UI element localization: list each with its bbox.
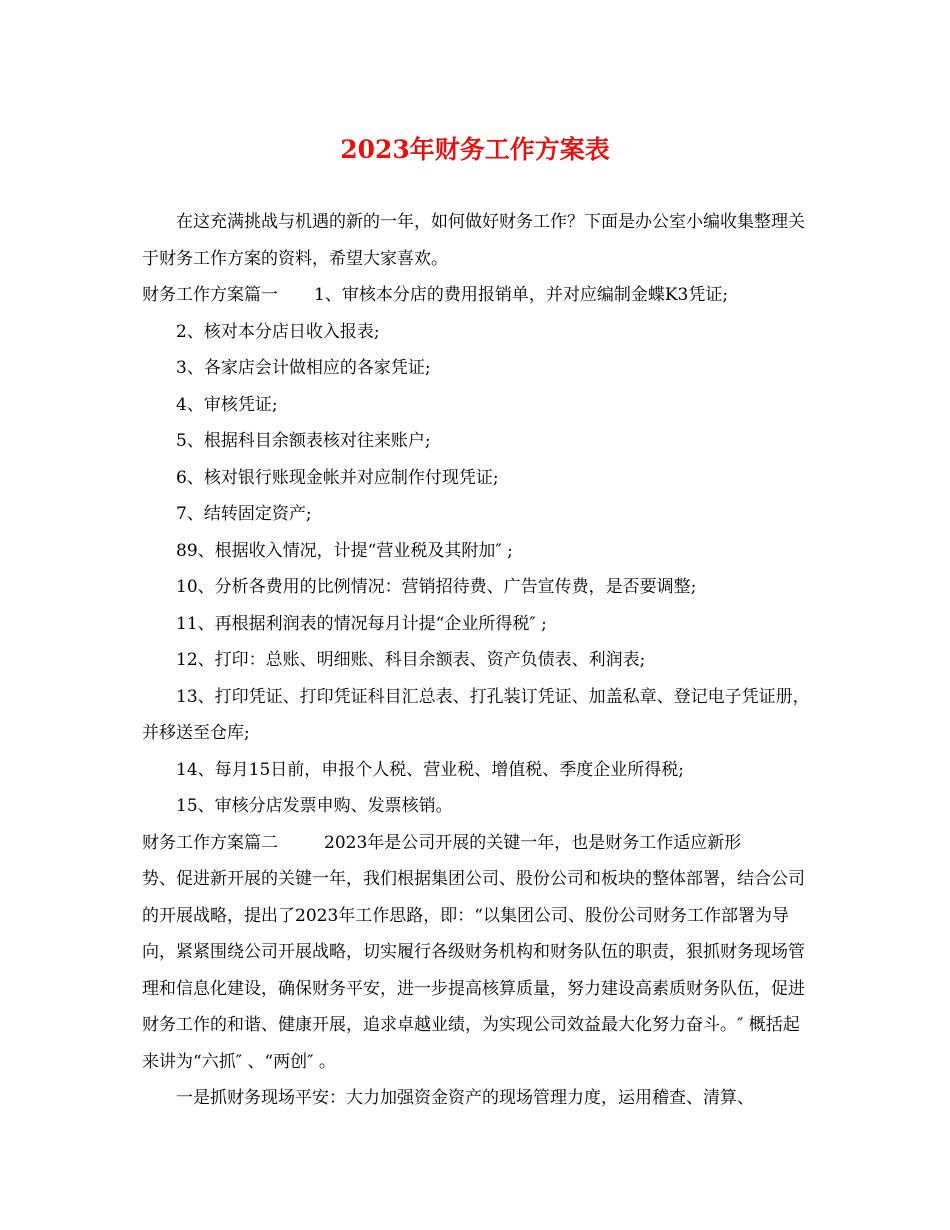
list-item: 7、结转固定资产; [176,504,312,524]
intro-paragraph: 在这充满挑战与机遇的新的一年，如何做好财务工作？下面是办公室小编收集整理关于财务工作方案的资料，希望大家喜欢。 [142,212,805,269]
list-item: 13、打印凭证、打印凭证科目汇总表、打孔装订凭证、加盖私章、登记电子凭证册，并移送至仓库; [142,686,810,743]
list-item: 6、核对银行账现金帐并对应制作付现凭证; [176,467,499,488]
list-item: 14、每月15日前，申报个人税、营业税、增值税、季度企业所得税; [176,759,684,780]
list-item: 3、各家店会计做相应的各家凭证; [176,358,431,378]
list-item: 2、核对本分店日收入报表; [176,321,380,342]
section2-heading-line [142,825,814,862]
list-item: 10、分析各费用的比例情况：营销招待费、广告宣传费，是否要调整; [176,577,697,597]
list-item: 89、根据收入情况，计提“营业税及其附加″ ; [176,540,513,561]
section2-paragraph: 一是抓财务现场平安：大力加强资金资产的现场管理力度，运用稽查、清算、 [176,1088,754,1108]
list-item: 15、审核分店发票申购、发票核销。 [176,796,453,816]
section1-heading-line [142,277,814,314]
list-item: 5、根据科目余额表核对往来账户; [176,431,431,451]
document-body [142,204,814,1117]
section2-continuation: 势、促进新开展的关键一年，我们根据集团公司、股份公司和板块的整体部署，结合公司的开展战略，提出了2023年工作思路，即：“以集团公司、股份公司财务工作部署为导向，紧紧围绕公司开展战略，切实履行各级财务机构和财务队伍的职责，狠抓财务现场管理和信息化建设，确保财务平安，进一步提高核算质量，努力建设高素质财务队伍，促进财务工作的和谐、健康开展，追求卓越业绩，为实现公司效益最大化努力奋斗。″ 概括起来讲为“六抓″ 、“两创″ 。 [142,869,805,1072]
section2-first-line: 2023年是公司开展的关键一年，也是财务工作适应新形 [324,832,742,853]
list-item: 4、审核凭证; [176,394,278,415]
page-title: 2023年财务工作方案表 [340,135,610,164]
section1-item-list [142,314,814,825]
section1-label: 财务工作方案篇一 [142,285,278,305]
section1-first-item: 1、审核本分店的费用报销单，并对应编制金蝶K3凭证; [314,285,729,305]
list-item: 11、再根据利润表的情况每月计提“企业所得税″ ; [176,613,547,634]
list-item: 12、打印：总账、明细账、科目余额表、资产负债表、利润表; [176,650,646,670]
section2-label: 财务工作方案篇二 [142,832,278,853]
